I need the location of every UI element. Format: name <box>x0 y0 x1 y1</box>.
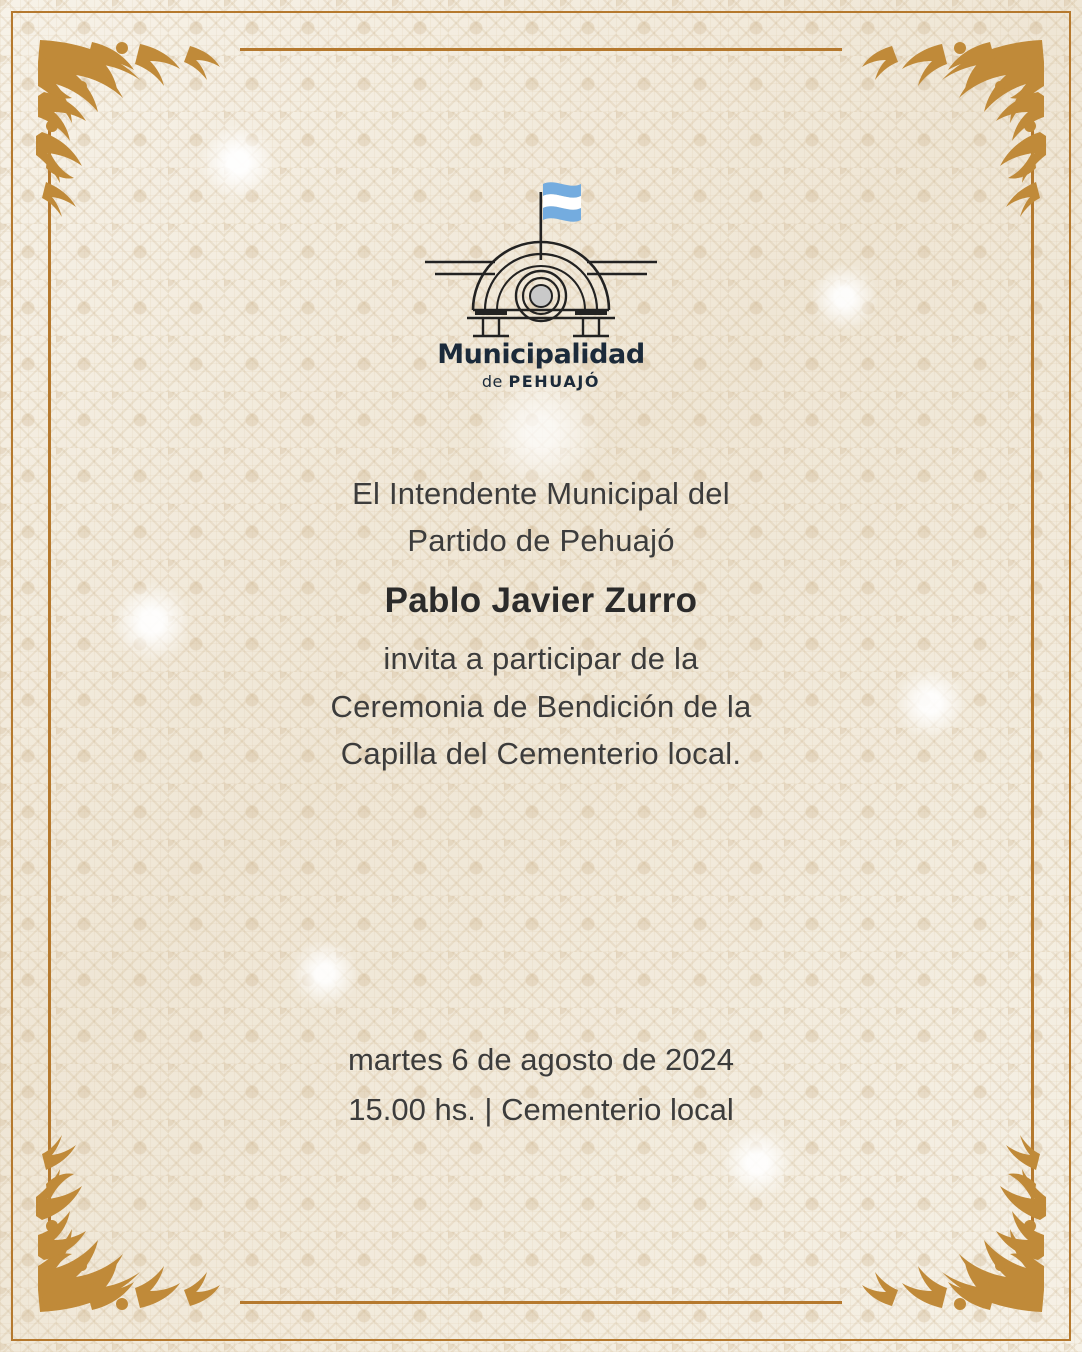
inner-rule-right <box>1031 120 1034 1232</box>
floral-corner-ornament-icon <box>22 1130 252 1330</box>
event-details <box>90 1035 992 1134</box>
logo-title: Municipalidad <box>437 339 645 370</box>
event-date: martes 6 de agosto de 2024 <box>347 1042 735 1077</box>
invitation-text <box>90 470 992 777</box>
municipality-logo <box>411 170 671 391</box>
invitation-line-2: Partido de Pehuajó <box>407 523 675 559</box>
floral-corner-ornament-icon <box>830 22 1060 222</box>
inner-rule-bottom <box>240 1301 842 1304</box>
floral-corner-ornament-icon <box>830 1130 1060 1330</box>
logo-subtitle <box>411 372 671 391</box>
invitation-line-5: Capilla del Cementerio local. <box>340 735 742 771</box>
invitation-line-1: El Intendente Municipal del <box>352 476 730 511</box>
floral-corner-ornament-icon <box>22 22 252 222</box>
argentina-flag-icon <box>543 182 581 221</box>
inner-rule-top <box>240 48 842 51</box>
logo-subtitle-prefix: de <box>481 372 509 391</box>
logo-subtitle-city: PEHUAJÓ <box>508 372 601 391</box>
municipal-building-icon <box>411 170 671 345</box>
invitation-line-3: invita a participar de la <box>383 641 699 677</box>
honoree-name: Pablo Javier Zurro <box>384 581 698 621</box>
inner-rule-left <box>48 120 51 1232</box>
event-time-place: 15.00 hs. | Cementerio local <box>348 1091 734 1127</box>
invitation-line-4: Ceremonia de Bendición de la <box>330 688 752 724</box>
